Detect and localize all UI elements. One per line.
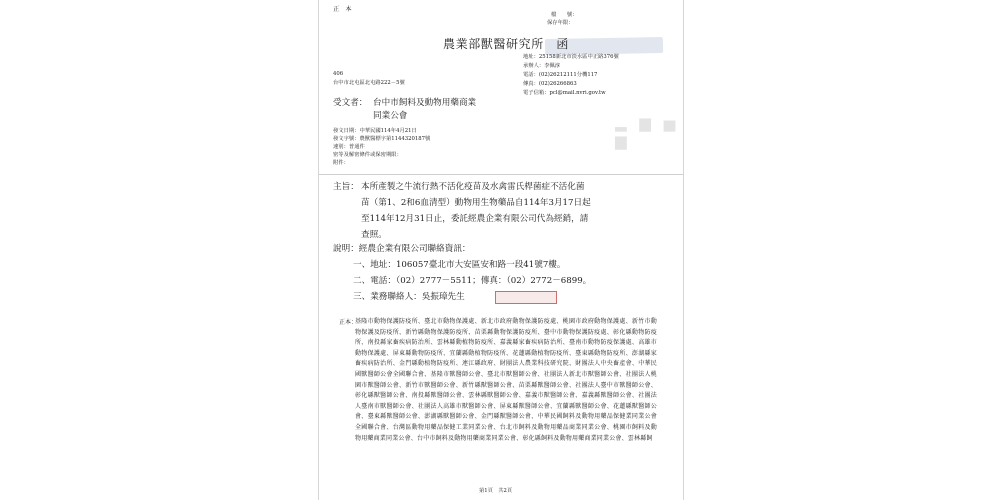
file-number-label: 檔 號： bbox=[551, 12, 578, 18]
document-number: 發文字號：農獸醫標字第1144320187號 bbox=[333, 136, 431, 142]
document-page bbox=[318, 0, 684, 500]
subject-label: 主旨： bbox=[333, 182, 359, 192]
attachments: 附件： bbox=[333, 160, 349, 166]
recipient-postal-code: 406 bbox=[333, 71, 344, 77]
secrecy-level: 密等及解密條件或保密期限： bbox=[333, 152, 402, 158]
section-divider bbox=[319, 174, 683, 175]
cc-label: 正本： bbox=[339, 319, 358, 326]
subject-line-2: 苗（第1、2和6血清型）動物用生物藥品自114年3月17日起 bbox=[361, 198, 591, 208]
sender-contact-person: 承辦人：李佩淳 bbox=[523, 63, 561, 69]
faint-watermark: ▂ ▆ ▅ ▆ bbox=[615, 114, 680, 150]
agency-title: 農業部獸醫研究所 函 bbox=[443, 37, 570, 51]
subject-line-4: 查照。 bbox=[361, 230, 387, 240]
explanation-item-2: 二、電話：（02）2777－5511；傳真：（02）2772－6899。 bbox=[353, 276, 592, 286]
addressee-line-1: 台中市飼料及動物用藥商業 bbox=[373, 98, 477, 108]
sender-phone: 電話：(02)26212111分機117 bbox=[523, 72, 598, 78]
recipient-street-address: 台中市北屯區北屯路222－5號 bbox=[333, 80, 405, 86]
addressee-line-2: 同業公會 bbox=[373, 111, 408, 121]
subject-line-1: 本所產製之牛流行熱不活化疫苗及水禽雷氏桿菌症不活化菌 bbox=[361, 182, 585, 192]
issue-date: 發文日期：中華民國114年4月21日 bbox=[333, 128, 417, 134]
subject-line-3: 至114年12月31日止，委託經農企業有限公司代為經銷，請 bbox=[361, 214, 589, 224]
addressee-label: 受文者： bbox=[333, 98, 368, 108]
page-number: 第1頁 共2頁 bbox=[479, 488, 513, 494]
retention-label: 保存年限： bbox=[547, 20, 574, 26]
explanation-item-3: 三、業務聯絡人：吳振璋先生 bbox=[353, 292, 465, 302]
delivery-speed: 速別：普通件 bbox=[333, 144, 365, 150]
original-copy-label: 正 本 bbox=[333, 6, 352, 13]
cc-recipient-list: 基隆市動物保護防疫所、臺北市動物保護處、新北市政府動物保護防疫處、桃園市政府動物保護處、新竹市動物保護及防疫所、新竹縣動物保護防疫所、苗栗縣動物保護防疫所、臺中市動物保護防疫處、彰化縣動物防疫所、南投縣家畜疾病防治所、雲林縣動植物防疫所、嘉義縣家畜疾病防治所、臺南市動物防疫保護處、高雄市動物保護處、屏東縣動物防疫所、宜蘭縣動植物防疫所、花蓮縣動植物防疫所、臺東縣動物防疫所、澎湖縣家畜疾病防治所、金門縣動植物防疫所、連江縣政府、財團法人農業科技研究院、財團法人中央畜產會、中華民國獸醫師公會全國聯合會、基隆市獸醫師公會、臺北市獸醫師公會、社團法人新北市獸醫師公會、社團法人桃園市獸醫師公會、新竹市獸醫師公會、新竹縣獸醫師公會、苗栗縣獸醫師公會、社團法人臺中市獸醫師公會、彰化縣獸醫師公會、南投縣獸醫師公會、雲林縣獸醫師公會、嘉義市獸醫師公會、嘉義縣獸醫師公會、社團法人臺南市獸醫師公會、社團法人高雄市獸醫師公會、屏東縣獸醫師公會、宜蘭縣獸醫師公會、花蓮縣獸醫師公會、臺東縣獸醫師公會、澎湖縣獸醫師公會、金門縣獸醫師公會、中華民國飼料及動物用藥品保健業同業公會全國聯合會、台灣區動物用藥品保健工業同業公會、台北市飼料及動物用藥品商業同業公會、桃園市飼料及動物用藥商業同業公會、台中市飼料及動物用藥商業同業公會、彰化縣飼料及動物用藥商業同業公會、雲林縣飼 bbox=[355, 318, 657, 442]
sender-fax: 傳真：(02)26266863 bbox=[523, 81, 577, 87]
explanation-heading: 說明：經農企業有限公司聯絡資訊： bbox=[333, 244, 471, 254]
seal-stamp bbox=[495, 291, 557, 304]
sender-contact-block bbox=[523, 54, 663, 102]
explanation-item-1: 一、地址：106057臺北市大安區安和路一段41號7樓。 bbox=[353, 260, 566, 270]
sender-email: 電子信箱：pcl@mail.nvri.gov.tw bbox=[523, 90, 606, 96]
sender-address: 地址：25158新北市淡水區中正路376號 bbox=[523, 54, 619, 60]
